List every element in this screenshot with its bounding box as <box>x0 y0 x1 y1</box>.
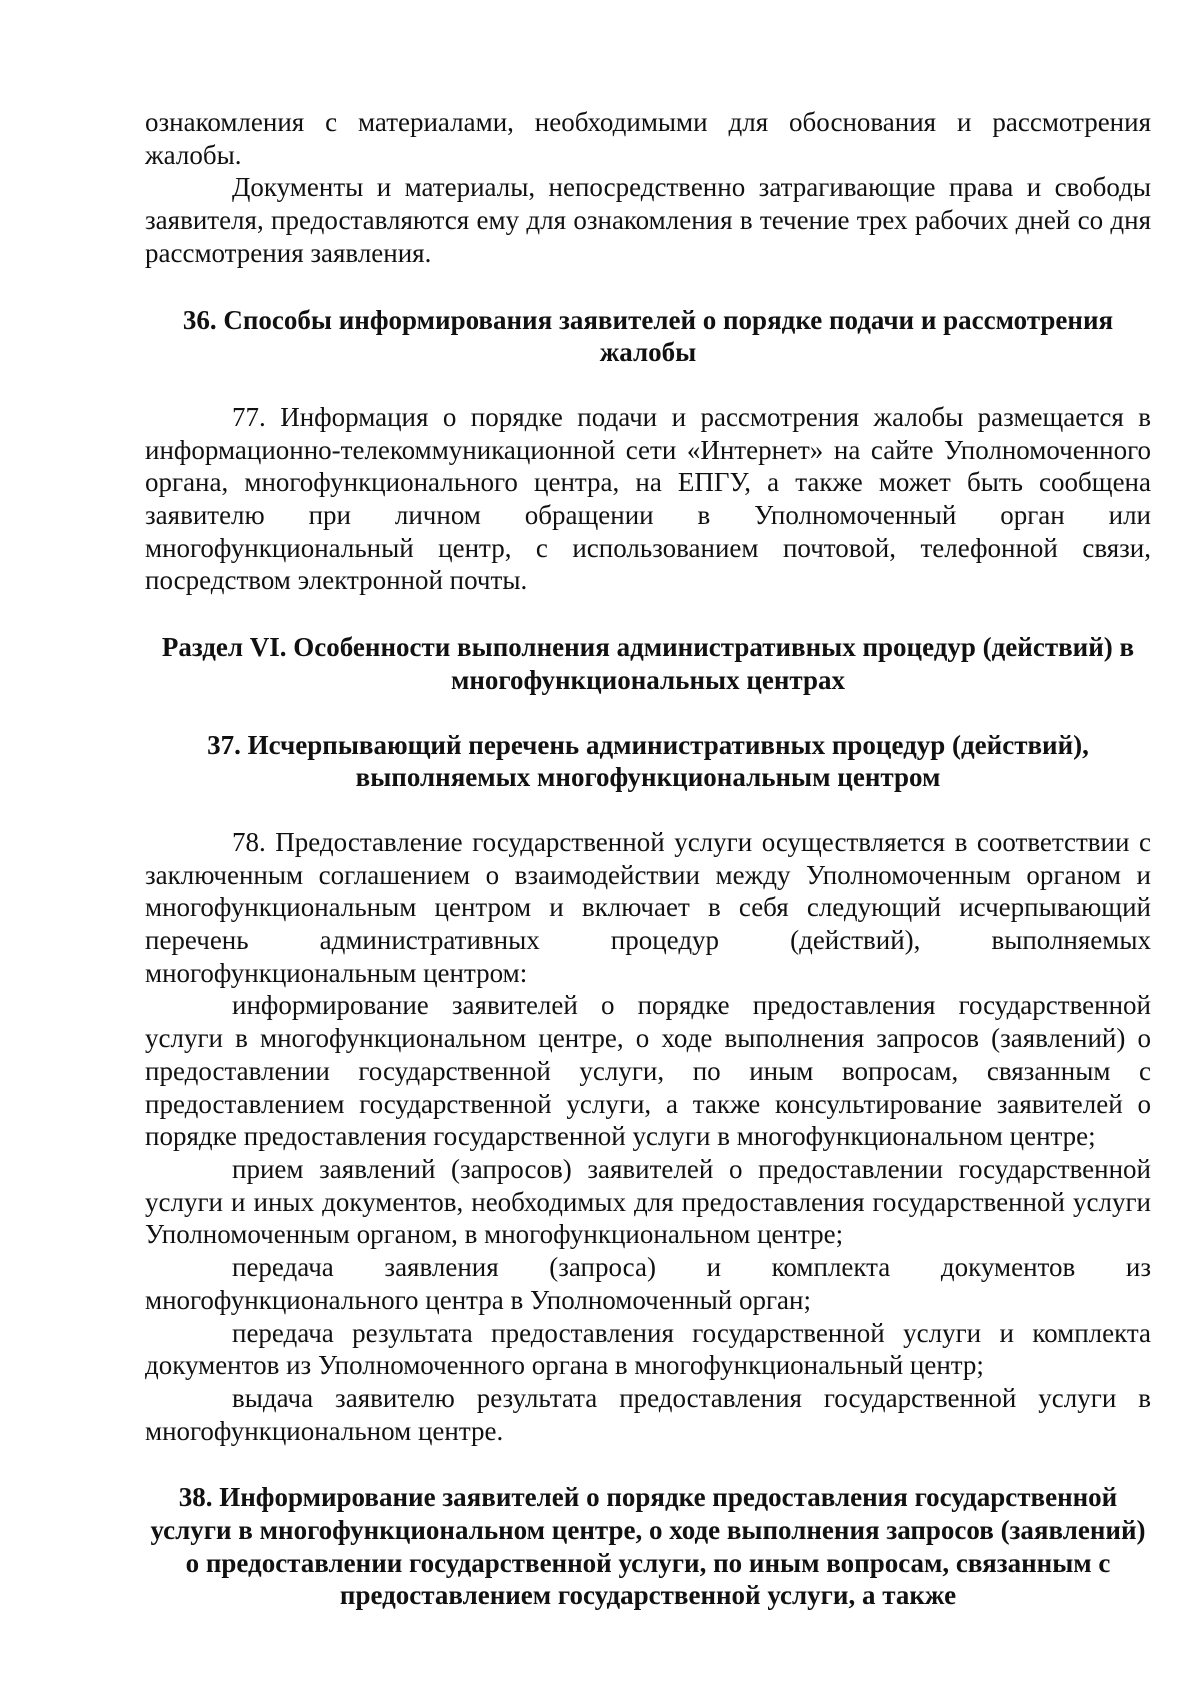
list-item: выдача заявителю результата предоставления государственной услуги в многофункциональном центре. <box>145 1382 1151 1446</box>
list-item: передача заявления (запроса) и комплекта документов из многофункционального центра в Уполномоченный орган; <box>145 1252 1151 1315</box>
document-page <box>145 106 1151 1612</box>
paragraph-78: 78. Предоставление государственной услуги осуществляется в соответствии с заключенным соглашением о взаимодействии между Уполномоченным органом и многофункциональным центром и включает в себя следующий исчерпывающий перечень административных процедур (действий), выполняемых многофункциональным центром: <box>145 826 1151 988</box>
heading-38: 38. Информирование заявителей о порядке предоставления государственной услуги в многофункциональном центре, о ходе выполнения запросов (заявлений) о предоставлении государственной услуги, по иным вопросам, связанным с предоставлением государственной услуги, а также <box>150 1482 1146 1611</box>
spacer <box>145 697 1151 729</box>
heading-section-6: Раздел VI. Особенности выполнения административных процедур (действий) в многофункциональных центрах <box>161 632 1135 695</box>
list-item: прием заявлений (запросов) заявителей о предоставлении государственной услуги и иных документов, необходимых для предоставления государственной услуги Уполномоченным органом, в многофункциональном центре; <box>145 1153 1151 1250</box>
spacer <box>145 1447 1151 1481</box>
heading-36: 36. Способы информирования заявителей о порядке подачи и рассмотрения жалобы <box>182 304 1114 368</box>
list-item: передача результата предоставления государственной услуги и комплекта документов из Уполномоченного органа в многофункциональный центр; <box>145 1317 1151 1381</box>
list-item: информирование заявителей о порядке предоставления государственной услуги в многофункциональном центре, о ходе выполнения запросов (заявлений) о предоставлении государственной услуги, по иным вопросам, связанным с предоставлением государственной услуги, а также консультирование заявителей о порядке предоставления государственной услуги в многофункциональном центре; <box>145 990 1151 1152</box>
paragraph-77: 77. Информация о порядке подачи и рассмотрения жалобы размещается в информационно-телекоммуникационной сети «Интернет» на сайте Уполномоченного органа, многофункционального центра, на ЕПГУ, а также может быть сообщена заявителю при личном обращении в Уполномоченный орган или многофункциональный центр, с использованием почтовой, телефонной связи, посредством электронной почты. <box>145 401 1151 596</box>
spacer <box>145 597 1151 631</box>
spacer <box>145 794 1151 826</box>
heading-37: 37. Исчерпывающий перечень административных процедур (действий), выполняемых многофункциональным центром <box>207 729 1089 793</box>
spacer <box>145 270 1151 304</box>
spacer <box>145 369 1151 401</box>
paragraph-documents: Документы и материалы, непосредственно затрагивающие права и свободы заявителя, предоставляются ему для ознакомления в течение трех рабочих дней со дня рассмотрения заявления. <box>145 172 1151 268</box>
paragraph-continuation: ознакомления с материалами, необходимыми для обоснования и рассмотрения жалобы. <box>145 107 1151 170</box>
